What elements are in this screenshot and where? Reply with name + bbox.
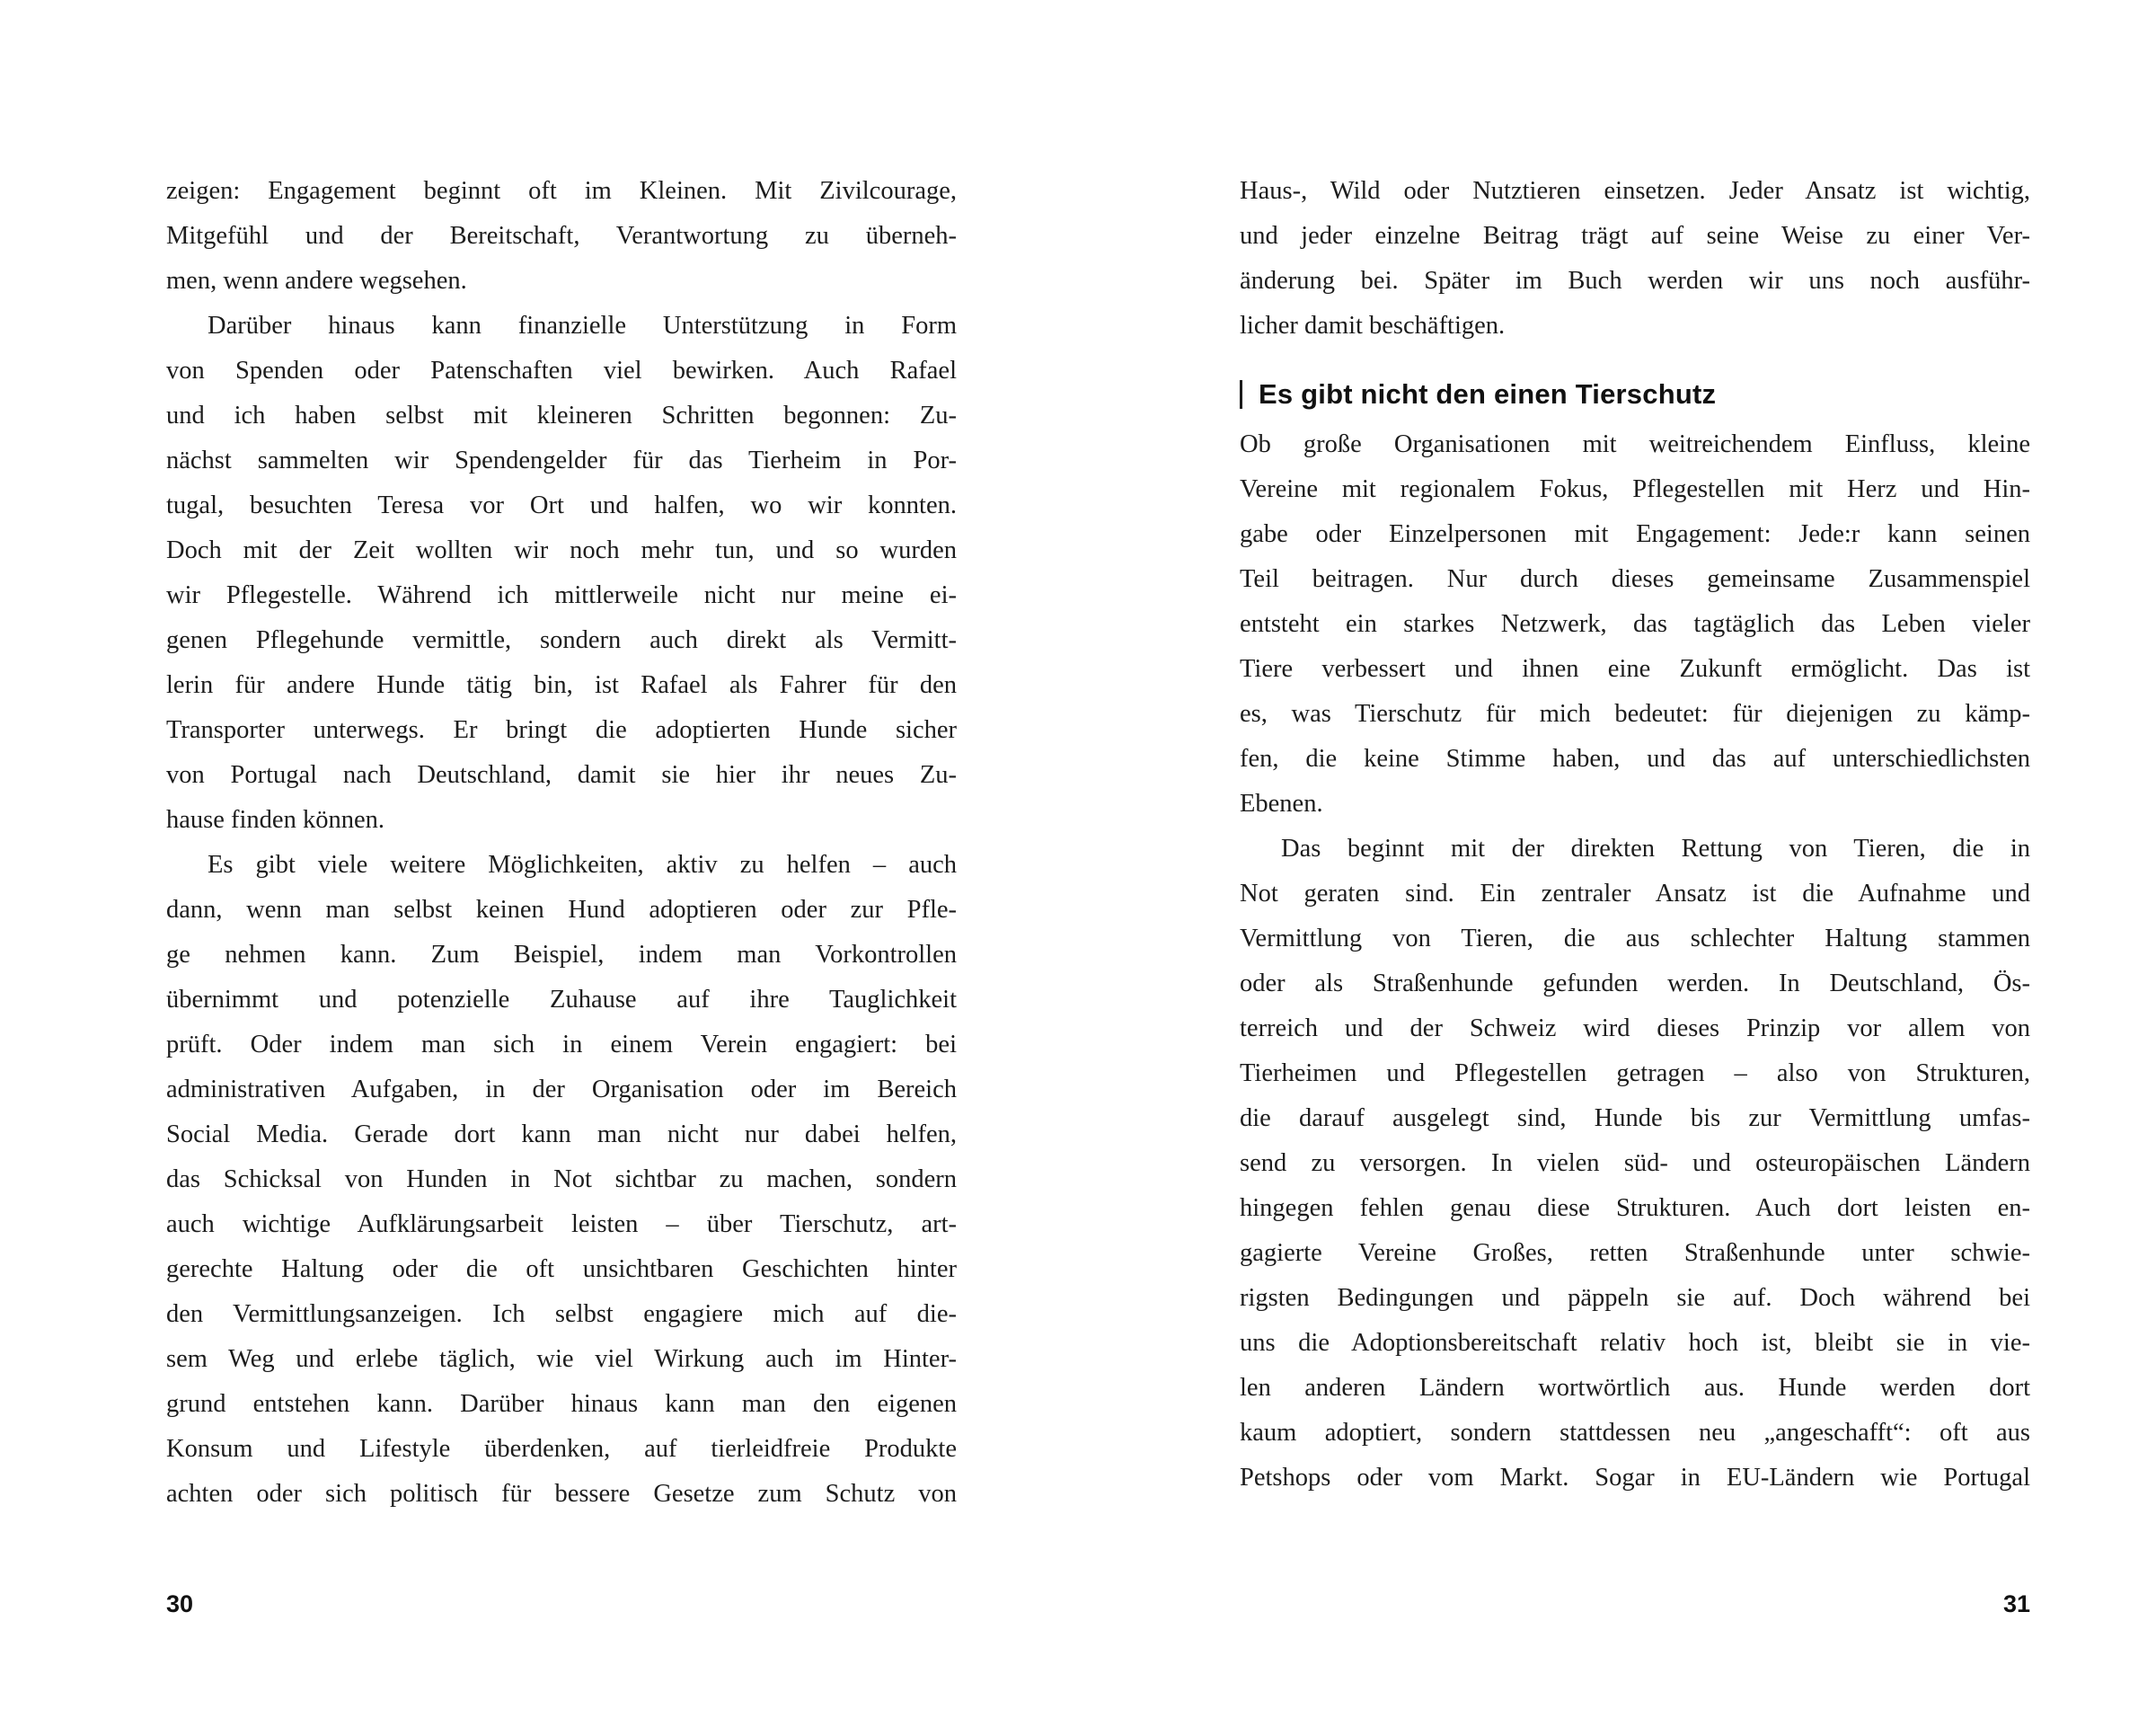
- right-page-text-column: [1240, 169, 2030, 1501]
- text-line: übernimmt und potenzielle Zuhause auf ihre Tauglichkeit: [166, 986, 957, 1014]
- text-line: Konsum und Lifestyle überdenken, auf tierleidfreie Produkte: [166, 1435, 957, 1463]
- left-page-text-column: [166, 169, 957, 1517]
- text-line: Vereine mit regionalem Fokus, Pflegestellen mit Herz und Hin-: [1240, 475, 2030, 503]
- text-line: Vermittlung von Tieren, die aus schlechter Haltung stammen: [1240, 925, 2030, 952]
- text-line: Tiere verbessert und ihnen eine Zukunft ermöglicht. Das ist: [1240, 655, 2030, 683]
- text-line: hingegen fehlen genau diese Strukturen. Auch dort leisten en-: [1240, 1194, 2030, 1222]
- text-line: Social Media. Gerade dort kann man nicht nur dabei helfen,: [166, 1120, 957, 1148]
- heading-marker-icon: [1240, 380, 1242, 409]
- text-line: Petshops oder vom Markt. Sogar in EU-Ländern wie Portugal: [1240, 1464, 2030, 1492]
- text-line: und jeder einzelne Beitrag trägt auf seine Weise zu einer Ver-: [1240, 222, 2030, 250]
- section-heading: [1240, 374, 2030, 415]
- text-line: den Vermittlungsanzeigen. Ich selbst engagiere mich auf die-: [166, 1300, 957, 1328]
- text-line: send zu versorgen. In vielen süd- und osteuropäischen Ländern: [1240, 1149, 2030, 1177]
- text-line: oder als Straßenhunde gefunden werden. In Deutschland, Ös-: [1240, 970, 2030, 997]
- text-line: tugal, besuchten Teresa vor Ort und halfen, wo wir konnten.: [166, 491, 957, 519]
- text-line: und ich haben selbst mit kleineren Schritten begonnen: Zu-: [166, 402, 957, 430]
- text-line: änderung bei. Später im Buch werden wir uns noch ausführ-: [1240, 267, 2030, 295]
- text-line: ge nehmen kann. Zum Beispiel, indem man Vorkontrollen: [166, 941, 957, 969]
- text-line: lerin für andere Hunde tätig bin, ist Rafael als Fahrer für den: [166, 671, 957, 699]
- text-line: von Portugal nach Deutschland, damit sie hier ihr neues Zu-: [166, 761, 957, 789]
- text-line: das Schicksal von Hunden in Not sichtbar zu machen, sondern: [166, 1165, 957, 1193]
- text-line: gabe oder Einzelpersonen mit Engagement: Jede:r kann seinen: [1240, 520, 2030, 548]
- text-line: Mitgefühl und der Bereitschaft, Verantwortung zu überneh-: [166, 222, 957, 250]
- paragraph: [166, 843, 957, 1517]
- text-line: prüft. Oder indem man sich in einem Verein engagiert: bei: [166, 1031, 957, 1058]
- text-line: auch wichtige Aufklärungsarbeit leisten – über Tierschutz, art-: [166, 1210, 957, 1238]
- page-number-right: 31: [2002, 1590, 2030, 1617]
- text-line: grund entstehen kann. Darüber hinaus kann man den eigenen: [166, 1390, 957, 1418]
- text-line: rigsten Bedingungen und päppeln sie auf. Doch während bei: [1240, 1284, 2030, 1312]
- text-line: zeigen: Engagement beginnt oft im Kleinen. Mit Zivilcourage,: [166, 177, 957, 205]
- text-line: hause finden können.: [166, 806, 384, 834]
- page-number-left: 30: [166, 1590, 194, 1617]
- paragraph: [166, 304, 957, 843]
- text-line: Es gibt viele weitere Möglichkeiten, aktiv zu helfen – auch: [208, 851, 957, 879]
- text-line: Doch mit der Zeit wollten wir noch mehr tun, und so wurden: [166, 536, 957, 564]
- text-line: die darauf ausgelegt sind, Hunde bis zur Vermittlung umfas-: [1240, 1104, 2030, 1132]
- text-line: Not geraten sind. Ein zentraler Ansatz ist die Aufnahme und: [1240, 880, 2030, 908]
- text-line: men, wenn andere wegsehen.: [166, 267, 467, 295]
- text-line: Teil beitragen. Nur durch dieses gemeinsame Zusammenspiel: [1240, 565, 2030, 593]
- text-line: gerechte Haltung oder die oft unsichtbaren Geschichten hinter: [166, 1255, 957, 1283]
- text-line: len anderen Ländern wortwörtlich aus. Hunde werden dort: [1240, 1374, 2030, 1402]
- section-heading-text: Es gibt nicht den einen Tierschutz: [1259, 378, 1717, 410]
- text-line: von Spenden oder Patenschaften viel bewirken. Auch Rafael: [166, 357, 957, 385]
- paragraph: [1240, 169, 2030, 349]
- text-line: administrativen Aufgaben, in der Organisation oder im Bereich: [166, 1076, 957, 1103]
- paragraph: [1240, 422, 2030, 827]
- text-line: kaum adoptiert, sondern stattdessen neu „angeschafft“: oft aus: [1240, 1419, 2030, 1447]
- text-line: achten oder sich politisch für bessere Gesetze zum Schutz von: [166, 1480, 957, 1508]
- text-line: Ebenen.: [1240, 790, 1323, 818]
- text-line: entsteht ein starkes Netzwerk, das tagtäglich das Leben vieler: [1240, 610, 2030, 638]
- text-line: genen Pflegehunde vermittle, sondern auch direkt als Vermitt-: [166, 626, 957, 654]
- text-line: dann, wenn man selbst keinen Hund adoptieren oder zur Pfle-: [166, 896, 957, 924]
- text-line: uns die Adoptionsbereitschaft relativ hoch ist, bleibt sie in vie-: [1240, 1329, 2030, 1357]
- text-line: es, was Tierschutz für mich bedeutet: für diejenigen zu kämp-: [1240, 700, 2030, 728]
- text-line: Ob große Organisationen mit weitreichendem Einfluss, kleine: [1240, 430, 2030, 458]
- text-line: Das beginnt mit der direkten Rettung von Tieren, die in: [1281, 835, 2030, 863]
- paragraph: [1240, 827, 2030, 1501]
- text-line: sem Weg und erlebe täglich, wie viel Wirkung auch im Hinter-: [166, 1345, 957, 1373]
- text-line: Transporter unterwegs. Er bringt die adoptierten Hunde sicher: [166, 716, 957, 744]
- text-line: terreich und der Schweiz wird dieses Prinzip vor allem von: [1240, 1014, 2030, 1042]
- text-line: wir Pflegestelle. Während ich mittlerweile nicht nur meine ei-: [166, 581, 957, 609]
- text-line: Darüber hinaus kann finanzielle Unterstützung in Form: [208, 312, 957, 340]
- text-line: gagierte Vereine Großes, retten Straßenhunde unter schwie-: [1240, 1239, 2030, 1267]
- paragraph: [166, 169, 957, 304]
- text-line: nächst sammelten wir Spendengelder für das Tierheim in Por-: [166, 447, 957, 474]
- text-line: fen, die keine Stimme haben, und das auf unterschiedlichsten: [1240, 745, 2030, 773]
- text-line: Haus-, Wild oder Nutztieren einsetzen. Jeder Ansatz ist wichtig,: [1240, 177, 2030, 205]
- text-line: licher damit beschäftigen.: [1240, 312, 1506, 340]
- text-line: Tierheimen und Pflegestellen getragen – also von Strukturen,: [1240, 1059, 2030, 1087]
